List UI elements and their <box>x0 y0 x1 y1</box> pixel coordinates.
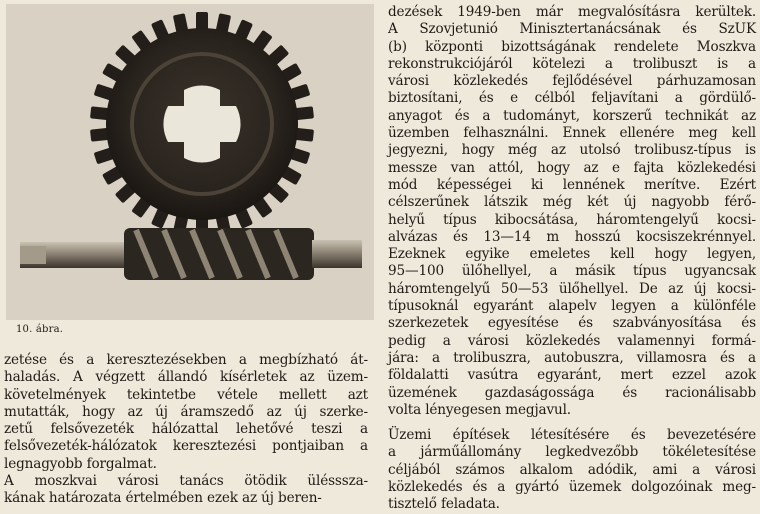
text-line: volta lényegesen megjavul. <box>388 401 571 418</box>
text-line: kának határozata értelmében ezek az új beren- <box>4 490 322 507</box>
text-line: szerkezetek egyesítése és szabványosítása és <box>388 315 756 332</box>
text-line: haladás. A végzett állandó kísérletek az üzem- <box>4 369 368 386</box>
text-line: mód képességei ki lennének merítve. Ezért <box>388 176 756 193</box>
text-line: célszerűnek látszik még két új nagyobb férő- <box>388 194 756 211</box>
text-line: A Szovjetunió Minisztertanácsának és SzUK <box>388 21 756 38</box>
text-line: messze van attól, hogy az e fajta közlekedési <box>388 159 756 176</box>
text-line: 95—100 ülőhellyel, a másik típus ugyancsak <box>388 263 756 280</box>
text-line: jegyezni, hogy még az utolsó trolibusz-típus is <box>388 142 756 159</box>
text-line: alvázas és 13—14 m hosszú kocsiszekrénnyel. <box>388 228 756 245</box>
text-line: zetése és a keresztezésekben a megbízható át- <box>4 352 368 368</box>
figure-caption: 10. ábra. <box>16 324 64 335</box>
text-line: helyű típus kibocsátása, háromtengelyű kocsi- <box>388 211 756 228</box>
text-line: pedig a városi közlekedés valamennyi formá- <box>388 332 756 349</box>
text-line: tisztelő feladata. <box>388 496 500 513</box>
text-line: (b) központi bizottságának rendelete Moszkva <box>388 38 756 55</box>
text-line: mutatták, hogy az új áramszedő az új szerke- <box>4 403 368 420</box>
text-line: követelmények tekintetbe vétele mellett azt <box>4 386 368 403</box>
paragraph-gap <box>388 419 756 427</box>
text-line: jára: a trolibuszra, autobuszra, villamosra és a <box>388 349 756 366</box>
right-text-column <box>388 4 756 514</box>
text-line: városi közlekedés fejlődésével párhuzamosan <box>388 73 756 90</box>
text-line: anyagot és a tudományt, korszerű technikát az <box>388 107 756 124</box>
text-line: rekonstrukciójáról kötelezi a trolibuszt is a <box>388 55 756 72</box>
text-line: üzemének gazdaságossága és racionálisabb <box>388 384 756 401</box>
text-line: céljából számos alkalom adódik, ami a városi <box>388 461 756 478</box>
left-text-column <box>4 352 368 508</box>
text-line: Ezeknek egyike emeletes kell hogy legyen, <box>388 246 756 263</box>
text-line: Üzemi építések létesítésére és bevezetésére <box>388 427 756 444</box>
worm-gear-illustration <box>6 4 374 320</box>
text-line: legnagyobb forgalmat. <box>4 455 157 472</box>
text-line: típusoknál egyaránt alapelv legyen a különféle <box>388 298 756 315</box>
text-line: háromtengelyű 50—53 ülőhellyel. De az új kocsi- <box>388 280 756 297</box>
text-line: A moszkvai városi tanács ötödik ülésssza- <box>4 473 368 490</box>
text-line: földalatti vasútra egyaránt, mert ezzel azok <box>388 367 756 384</box>
text-line: üzemben felhasználni. Ennek ellenére meg kell <box>388 125 756 142</box>
text-line: a járműállomány legkedvezőbb tökéletesítése <box>388 444 756 461</box>
text-line: felsővezeték-hálózatok keresztezési pontjaiban a <box>4 438 368 455</box>
text-line: közlekedés és a gyártó üzemek dolgozóinak meg- <box>388 479 756 496</box>
gear-photo <box>6 4 374 320</box>
text-line: zetű felsővezeték hálózattal lehetővé teszi a <box>4 421 368 438</box>
text-line: biztosítani, és e célból feljavítani a gördülő- <box>388 90 756 107</box>
text-line: dezések 1949-ben már megvalósításra kerültek. <box>388 4 756 20</box>
